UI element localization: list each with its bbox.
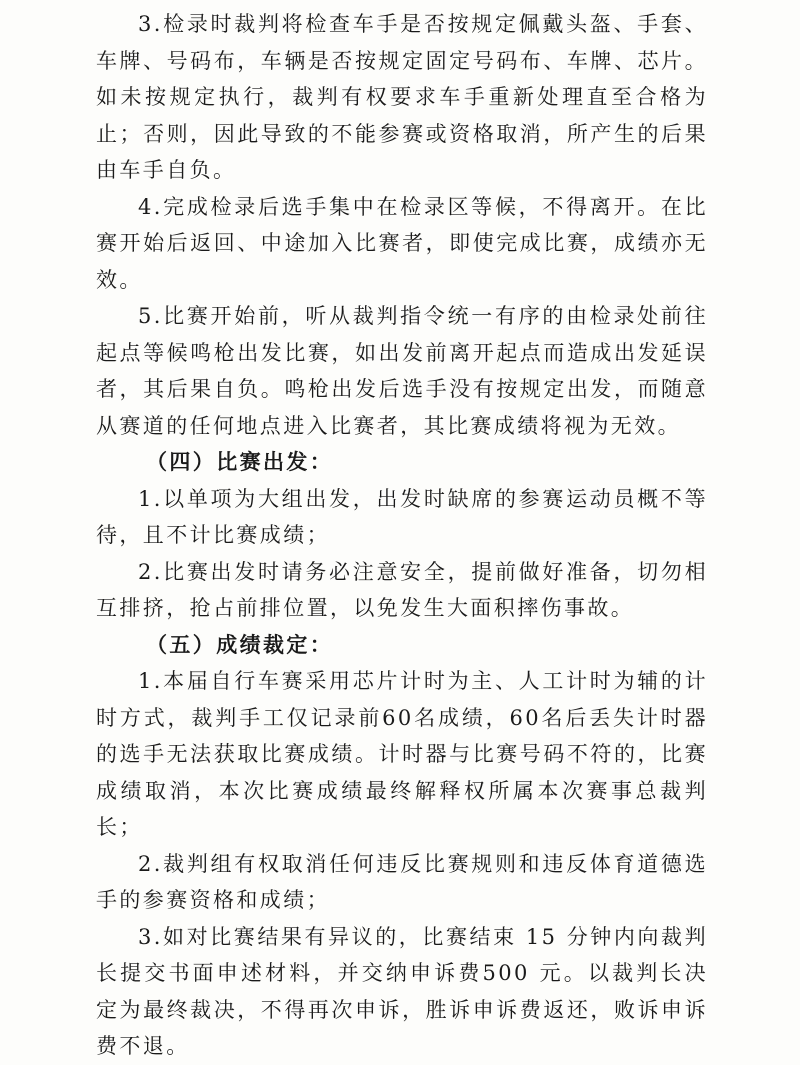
section-heading-race-start: （四）比赛出发：: [146, 449, 334, 474]
rule-waiting-area-paragraph: 4.完成检录后选手集中在检录区等候，不得离开。在比赛开始后返回、中途加入比赛者，即使完成比赛，成绩亦无效。: [96, 194, 708, 292]
rule-inspection-paragraph: 3.检录时裁判将检查车手是否按规定佩戴头盔、手套、车牌、号码布，车辆是否按规定固定号码布、车牌、芯片。如未按规定执行，裁判有权要求车手重新处理直至合格为止；否则，因此导致的不能参赛或资格取消，所产生的后果由车手自负。: [96, 12, 708, 182]
rule-start-order-paragraph: 5.比赛开始前，听从裁判指令统一有序的由检录处前往起点等候鸣枪出发比赛，如出发前离开起点而造成出发延误者，其后果自负。鸣枪出发后选手没有按规定出发，而随意从赛道的任何地点进入比赛者，其比赛成绩将视为无效。: [96, 304, 708, 438]
section-heading-results: （五）成绩裁定：: [146, 631, 334, 657]
rule-safety-paragraph: 2.比赛出发时请务必注意安全，提前做好准备，切勿相互排挤，抢占前排位置，以免发生大面积摔伤事故。: [96, 559, 708, 620]
rule-group-start-paragraph: 1.以单项为大组出发，出发时缺席的参赛运动员概不等待，且不计比赛成绩；: [96, 486, 708, 547]
rule-appeal-paragraph: 3.如对比赛结果有异议的，比赛结束 15 分钟内向裁判长提交书面申述材料，并交纳申诉费500 元。以裁判长决定为最终裁决，不得再次申诉，胜诉申诉费返还，败诉申诉费不退。: [96, 924, 708, 1058]
rule-disqualification-paragraph: 2.裁判组有权取消任何违反比赛规则和违反体育道德选手的参赛资格和成绩；: [96, 851, 708, 912]
rule-timing-paragraph: 1.本届自行车赛采用芯片计时为主、人工计时为辅的计时方式，裁判手工仅记录前60名成绩，60名后丢失计时器的选手无法获取比赛成绩。计时器与比赛号码不符的，比赛成绩取消，本次比赛成绩最终解释权所属本次赛事总裁判长；: [96, 669, 708, 839]
